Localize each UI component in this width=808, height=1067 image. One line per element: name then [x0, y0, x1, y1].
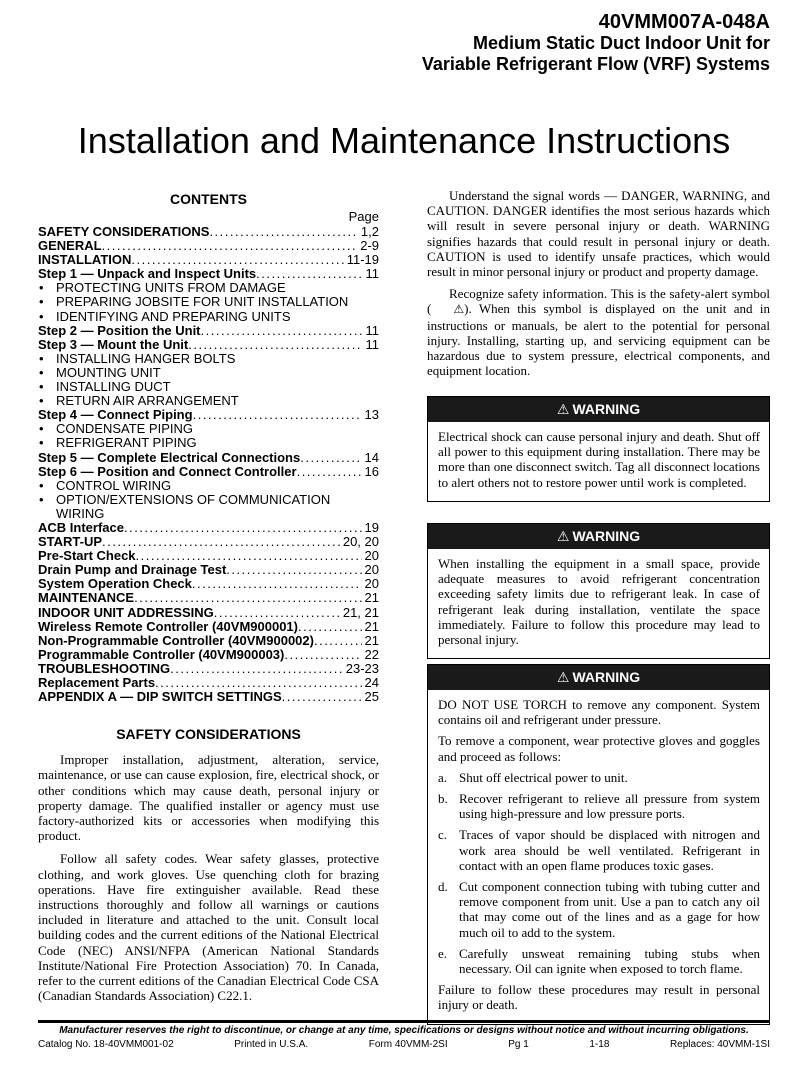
- warning-box-torch: [427, 664, 770, 1025]
- toc-entry: [38, 535, 379, 549]
- step-text: Carefully unsweat remaining tubing stubs when necessary. Oil can ignite when exposed to torch flame.: [459, 945, 760, 977]
- footer-info: [38, 1039, 770, 1050]
- toc-entry: [38, 648, 379, 662]
- toc-entry: [38, 338, 379, 352]
- toc-entry-title: Programmable Controller (40VM900003): [38, 646, 285, 662]
- page-title: Installation and Maintenance Instructions: [77, 120, 731, 161]
- toc-subitem: • RETURN AIR ARRANGEMENT: [38, 394, 379, 408]
- toc-entry-title: APPENDIX A — DIP SWITCH SETTINGS: [38, 689, 282, 705]
- step-letter: c.: [438, 827, 448, 843]
- toc-subitem: • INSTALLING HANGER BOLTS: [38, 352, 379, 366]
- procedure-step: [438, 879, 760, 940]
- contents-heading: CONTENTS: [170, 191, 247, 207]
- toc-subitem: • PREPARING JOBSITE FOR UNIT INSTALLATION: [38, 295, 379, 309]
- alert-text-a: Recognize safety information. This is the safety-alert symbol (: [427, 286, 770, 317]
- toc-leader-dots: [214, 606, 340, 620]
- toc-entry-title: SAFETY CONSIDERATIONS: [38, 224, 210, 239]
- toc-entry: [38, 465, 379, 479]
- toc-subitem: • CONDENSATE PIPING: [38, 422, 379, 436]
- warning-body: [428, 549, 769, 658]
- step-text: Recover refrigerant to relieve all pressure from system using high-pressure and low pressure ports.: [459, 791, 760, 822]
- step-letter: e.: [438, 945, 448, 961]
- toc-entry-title: START-UP: [38, 534, 103, 550]
- toc-page-number: 11: [365, 266, 379, 282]
- contents-page-label: Page: [348, 209, 379, 224]
- toc-page-number: 20: [364, 562, 379, 578]
- toc-entry-title: Replacement Parts: [38, 675, 156, 690]
- toc-page-number: 22: [364, 646, 379, 662]
- warning-bar: [428, 665, 769, 690]
- toc-entry-title: System Operation Check: [38, 576, 192, 592]
- toc-subitem: • REFRIGERANT PIPING: [38, 436, 379, 450]
- toc-leader-dots: [282, 690, 362, 704]
- printed-in: Printed in U.S.A.: [234, 1039, 309, 1050]
- toc-entry: [38, 267, 379, 281]
- model-number: 40VMM007A-048A: [598, 11, 770, 33]
- procedure-steps: [438, 770, 760, 976]
- revision-date: 1-18: [589, 1039, 610, 1050]
- toc-entry-title: Step 3 — Mount the Unit: [38, 336, 189, 352]
- toc-entry: [38, 549, 379, 563]
- warning-text: To remove a component, wear protective gloves and goggles and proceed as follows:: [438, 733, 760, 764]
- toc-subitem: • CONTROL WIRING: [38, 479, 379, 493]
- procedure-step: [438, 791, 760, 821]
- warning-text: DO NOT USE TORCH to remove any component. System contains oil and refrigerant under pressure.: [438, 697, 760, 728]
- warning-text: Electrical shock can cause personal injury and death. Shut off all power to this equipment during installation. There may be more than one disconnect switch. Tag all disconnect locations to alert others not to restore power until work is completed.: [438, 429, 760, 490]
- warning-bar: [428, 397, 769, 422]
- warning-box-refrigerant-leak: [427, 523, 770, 659]
- toc-page-number: 11: [365, 322, 379, 338]
- warning-triangle-icon: ⚠: [556, 529, 570, 545]
- right-column: [427, 188, 770, 385]
- warning-box-electrical: [427, 396, 770, 502]
- toc-entry: [38, 577, 379, 591]
- toc-entry: [38, 606, 379, 620]
- toc-page-number: 16: [364, 463, 379, 479]
- toc-entry: [38, 676, 379, 690]
- toc-page-number: 20, 20: [342, 534, 379, 550]
- product-line-1: Medium Static Duct Indoor Unit for: [473, 33, 770, 53]
- toc-leader-dots: [300, 451, 361, 465]
- toc-leader-dots: [134, 591, 361, 605]
- toc-leader-dots: [170, 662, 343, 676]
- toc-page-number: 11: [365, 336, 379, 352]
- toc-page-number: 2-9: [360, 238, 379, 254]
- toc-leader-dots: [209, 225, 357, 239]
- toc-subitem: • OPTION/EXTENSIONS OF COMMUNICATION WIRING: [38, 493, 379, 521]
- toc-page-number: 20: [364, 576, 379, 592]
- warning-body: [428, 690, 769, 1024]
- toc-entry: [38, 408, 379, 422]
- warning-body: [428, 422, 769, 501]
- toc-subitem: • IDENTIFYING AND PREPARING UNITS: [38, 310, 379, 324]
- toc-leader-dots: [102, 239, 358, 253]
- toc-entry-title: Step 2 — Position the Unit: [38, 322, 201, 338]
- toc-entry: [38, 690, 379, 704]
- safety-paragraph-2: Follow all safety codes. Wear safety glasses, protective clothing, and work gloves. Use quenching cloth for brazing operations. Have fire extinguisher available. Read these instructions thoroughly and follow all warnings or cautions included in literature and attached to the unit. Consult local building codes and the current editions of the National Electrical Code (NEC) ANSI/NFPA (American National Standards Institute/National Fire Protection Association) 70. In Canada, refer to the current editions of the Canadian Electrical Code CSA (Canadian Standards Association) C22.1.: [38, 851, 379, 1004]
- toc-entry: [38, 324, 379, 338]
- toc-page-number: 11-19: [346, 252, 379, 268]
- warning-text: Failure to follow these procedures may result in personal injury or death.: [438, 982, 760, 1013]
- safety-heading: SAFETY CONSIDERATIONS: [116, 726, 301, 743]
- page-number: Pg 1: [508, 1039, 529, 1050]
- warning-label: WARNING: [572, 528, 641, 544]
- warning-triangle-icon: ⚠: [556, 670, 570, 686]
- toc-leader-dots: [297, 465, 362, 479]
- toc-leader-dots: [298, 620, 362, 634]
- procedure-step: [438, 827, 760, 873]
- toc-page-number: 1,2: [360, 224, 379, 239]
- toc-entry-title: ACB Interface: [38, 519, 124, 535]
- step-text: Cut component connection tubing with tubing cutter and remove component from unit. Use a pan to catch any oil that may come out of the lines and as a gage for how much oil to add to the system.: [459, 879, 760, 940]
- step-text: Shut off electrical power to unit.: [459, 769, 628, 785]
- step-letter: d.: [438, 879, 448, 895]
- toc-leader-dots: [102, 535, 340, 549]
- toc-page-number: 21: [364, 590, 379, 606]
- toc-entry-title: INDOOR UNIT ADDRESSING: [38, 604, 214, 620]
- toc-page-number: 25: [364, 689, 379, 705]
- toc-entry-title: Pre-Start Check: [38, 548, 136, 564]
- toc-page-number: 21, 21: [342, 604, 379, 620]
- procedure-step: [438, 946, 760, 976]
- toc-entry-title: Step 6 — Position and Connect Controller: [38, 463, 297, 479]
- toc-leader-dots: [193, 408, 362, 422]
- toc-page-number: 21: [364, 618, 379, 634]
- toc-entry-title: Drain Pump and Drainage Test: [38, 562, 227, 578]
- footer-disclaimer: Manufacturer reserves the right to discontinue, or change at any time, specifications or designs without notice and without incurring obligations.: [59, 1025, 749, 1036]
- step-text: Traces of vapor should be displaced with nitrogen and work area should be well ventilated. Refrigerant in contact with an open flame produces toxic gases.: [459, 827, 760, 873]
- toc-entry-title: Step 5 — Complete Electrical Connections: [38, 449, 301, 465]
- procedure-step: [438, 770, 760, 785]
- toc-leader-dots: [256, 267, 362, 281]
- form-number: Form 40VMM-2SI: [368, 1039, 448, 1050]
- step-letter: b.: [438, 791, 448, 807]
- toc-leader-dots: [201, 324, 363, 338]
- warning-label: WARNING: [572, 401, 641, 417]
- toc-leader-dots: [131, 253, 343, 267]
- toc-leader-dots: [155, 676, 361, 690]
- document-header: [422, 12, 770, 75]
- toc-page-number: 20: [364, 548, 379, 564]
- toc-entry: [38, 634, 379, 648]
- warning-text: When installing the equipment in a small space, provide adequate measures to avoid refrigerant concentration exceeding safety limits due to refrigerant leak. In case of refrigerant leak during installation, ventilate the space immediately. Failure to follow this procedure may lead to personal injury.: [438, 556, 760, 648]
- toc-entry-title: TROUBLESHOOTING: [38, 660, 171, 676]
- toc-subitem: • MOUNTING UNIT: [38, 366, 379, 380]
- toc-entry-title: MAINTENANCE: [38, 590, 135, 606]
- toc-entry: [38, 563, 379, 577]
- alert-text-b: ). When this symbol is displayed on the unit and in instructions or manuals, be alert to the potential for personal injury. Installing, starting up, and servicing equipment can be hazardous due to system pressure, electrical components, and equipment location.: [427, 301, 770, 379]
- toc-leader-dots: [192, 577, 362, 591]
- table-of-contents: [38, 225, 379, 704]
- toc-subitem: • INSTALLING DUCT: [38, 380, 379, 394]
- warning-triangle-icon: ⚠: [453, 302, 465, 317]
- toc-entry: [38, 225, 379, 239]
- step-letter: a.: [438, 769, 448, 785]
- toc-entry: [38, 620, 379, 634]
- toc-page-number: 21: [364, 632, 379, 648]
- safety-alert-paragraph: [427, 286, 770, 378]
- toc-entry-title: Step 1 — Unpack and Inspect Units: [38, 266, 257, 282]
- catalog-number: Catalog No. 18-40VMM001-02: [38, 1039, 174, 1050]
- toc-page-number: 19: [364, 519, 379, 535]
- toc-subitem: • PROTECTING UNITS FROM DAMAGE: [38, 281, 379, 295]
- toc-leader-dots: [136, 549, 362, 563]
- toc-entry-title: Step 4 — Connect Piping: [38, 407, 193, 423]
- toc-leader-dots: [124, 521, 362, 535]
- toc-entry: [38, 521, 379, 535]
- toc-entry-title: Wireless Remote Controller (40VM900001): [38, 618, 298, 634]
- toc-entry-title: GENERAL: [38, 238, 102, 254]
- safety-paragraph-1: Improper installation, adjustment, alteration, service, maintenance, or use can cause explosion, fire, electrical shock, or other conditions which may cause death, personal injury or property damage. The qualified installer or agency must use factory-authorized kits or accessories when modifying this product.: [38, 752, 379, 844]
- toc-leader-dots: [226, 563, 361, 577]
- signal-words-paragraph: Understand the signal words — DANGER, WARNING, and CAUTION. DANGER identifies the most serious hazards which will result in severe personal injury or death. WARNING signifies hazards that could result in personal injury or death. CAUTION is used to identify unsafe practices, which would result in minor personal injury or product and property damage.: [427, 188, 770, 280]
- warning-label: WARNING: [572, 669, 641, 685]
- toc-leader-dots: [314, 634, 362, 648]
- toc-entry: [38, 662, 379, 676]
- toc-entry: [38, 253, 379, 267]
- toc-entry-title: Non-Programmable Controller (40VM900002): [38, 632, 314, 648]
- toc-page-number: 13: [364, 407, 379, 423]
- toc-entry-title: INSTALLATION: [38, 252, 132, 268]
- replaces: Replaces: 40VMM-1SI: [669, 1039, 770, 1050]
- toc-entry: [38, 591, 379, 605]
- footer-rule: [38, 1020, 770, 1023]
- toc-entry: [38, 451, 379, 465]
- toc-leader-dots: [188, 338, 362, 352]
- toc-leader-dots: [284, 648, 361, 662]
- toc-page-number: 14: [364, 449, 379, 465]
- product-line-2: Variable Refrigerant Flow (VRF) Systems: [421, 54, 770, 74]
- warning-triangle-icon: ⚠: [556, 402, 570, 418]
- toc-page-number: 24: [364, 675, 379, 690]
- toc-entry: [38, 239, 379, 253]
- warning-bar: [428, 524, 769, 549]
- left-column: [38, 190, 379, 1011]
- toc-page-number: 23-23: [345, 660, 379, 676]
